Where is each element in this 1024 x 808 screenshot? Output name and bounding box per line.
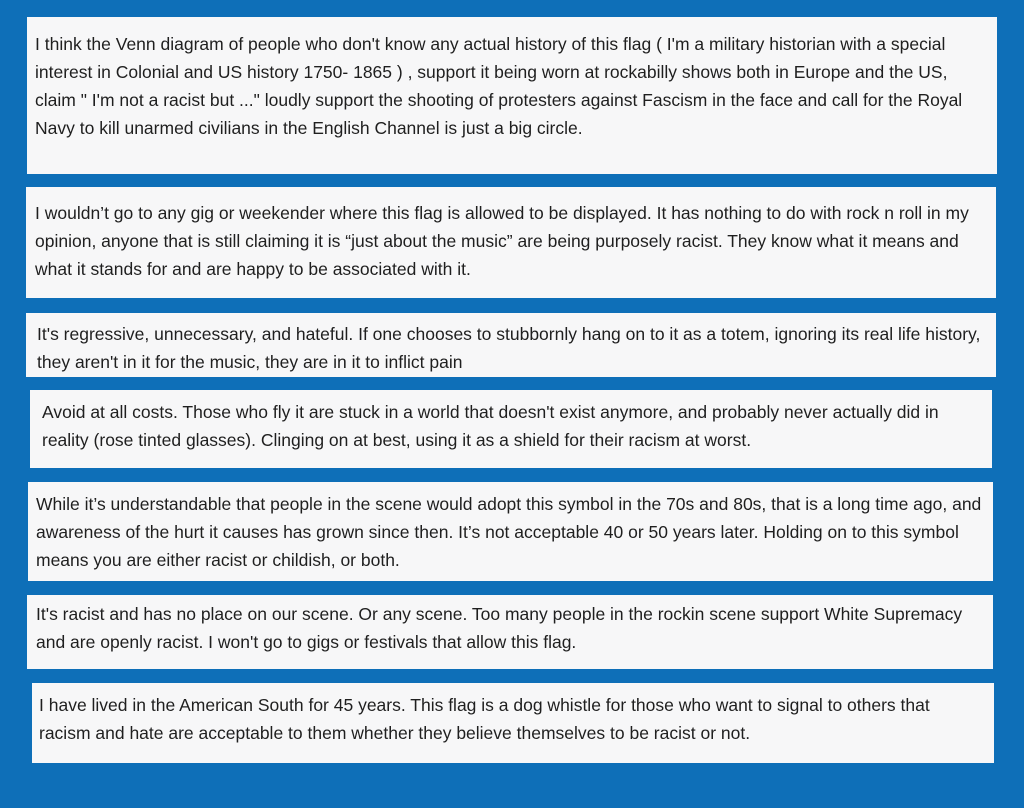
comment-text: I wouldn’t go to any gig or weekender where this flag is allowed to be displayed. It has nothing to do with rock n roll in my opinion, anyone that is still claiming it is “just about the music” are being purposely racist. They know what it means and what it stands for and are happy to be associated with it. — [35, 203, 969, 279]
comment-text: It's regressive, unnecessary, and hateful. If one chooses to stubbornly hang on to it as a totem, ignoring its real life history, they aren't in it for the music, they are in it to inflict pain — [37, 324, 981, 372]
comment-card — [27, 595, 993, 669]
comment-card — [30, 390, 992, 468]
comment-card — [28, 482, 993, 581]
comment-text: While it’s understandable that people in the scene would adopt this symbol in the 70s and 80s, that is a long time ago, and awareness of the hurt it causes has grown since then. It’s not acceptable 40 or 50 years later. Holding on to this symbol means you are either racist or childish, or both. — [36, 494, 982, 570]
comment-text: I have lived in the American South for 45 years. This flag is a dog whistle for those who want to signal to others that racism and hate are acceptable to them whether they believe themselves to be racist or not. — [39, 695, 930, 743]
comment-text: Avoid at all costs. Those who fly it are stuck in a world that doesn't exist anymore, and probably never actually did in reality (rose tinted glasses). Clinging on at best, using it as a shield for their racism at worst. — [42, 402, 939, 450]
comment-card — [26, 187, 996, 298]
comment-card — [32, 683, 994, 763]
comment-text: I think the Venn diagram of people who don't know any actual history of this flag ( I'm a military historian with a special interest in Colonial and US history 1750- 1865 ) , support it being worn at rockabilly shows both in Europe and the US, claim " I'm not a racist but ..." loudly support the shooting of protesters against Fascism in the face and call for the Royal Navy to kill unarmed civilians in the English Channel is just a big circle. — [35, 34, 963, 138]
comment-text: It's racist and has no place on our scene. Or any scene. Too many people in the rockin scene support White Supremacy and are openly racist. I won't go to gigs or festivals that allow this flag. — [36, 604, 963, 652]
comment-card — [27, 17, 997, 174]
comment-card — [26, 313, 996, 377]
